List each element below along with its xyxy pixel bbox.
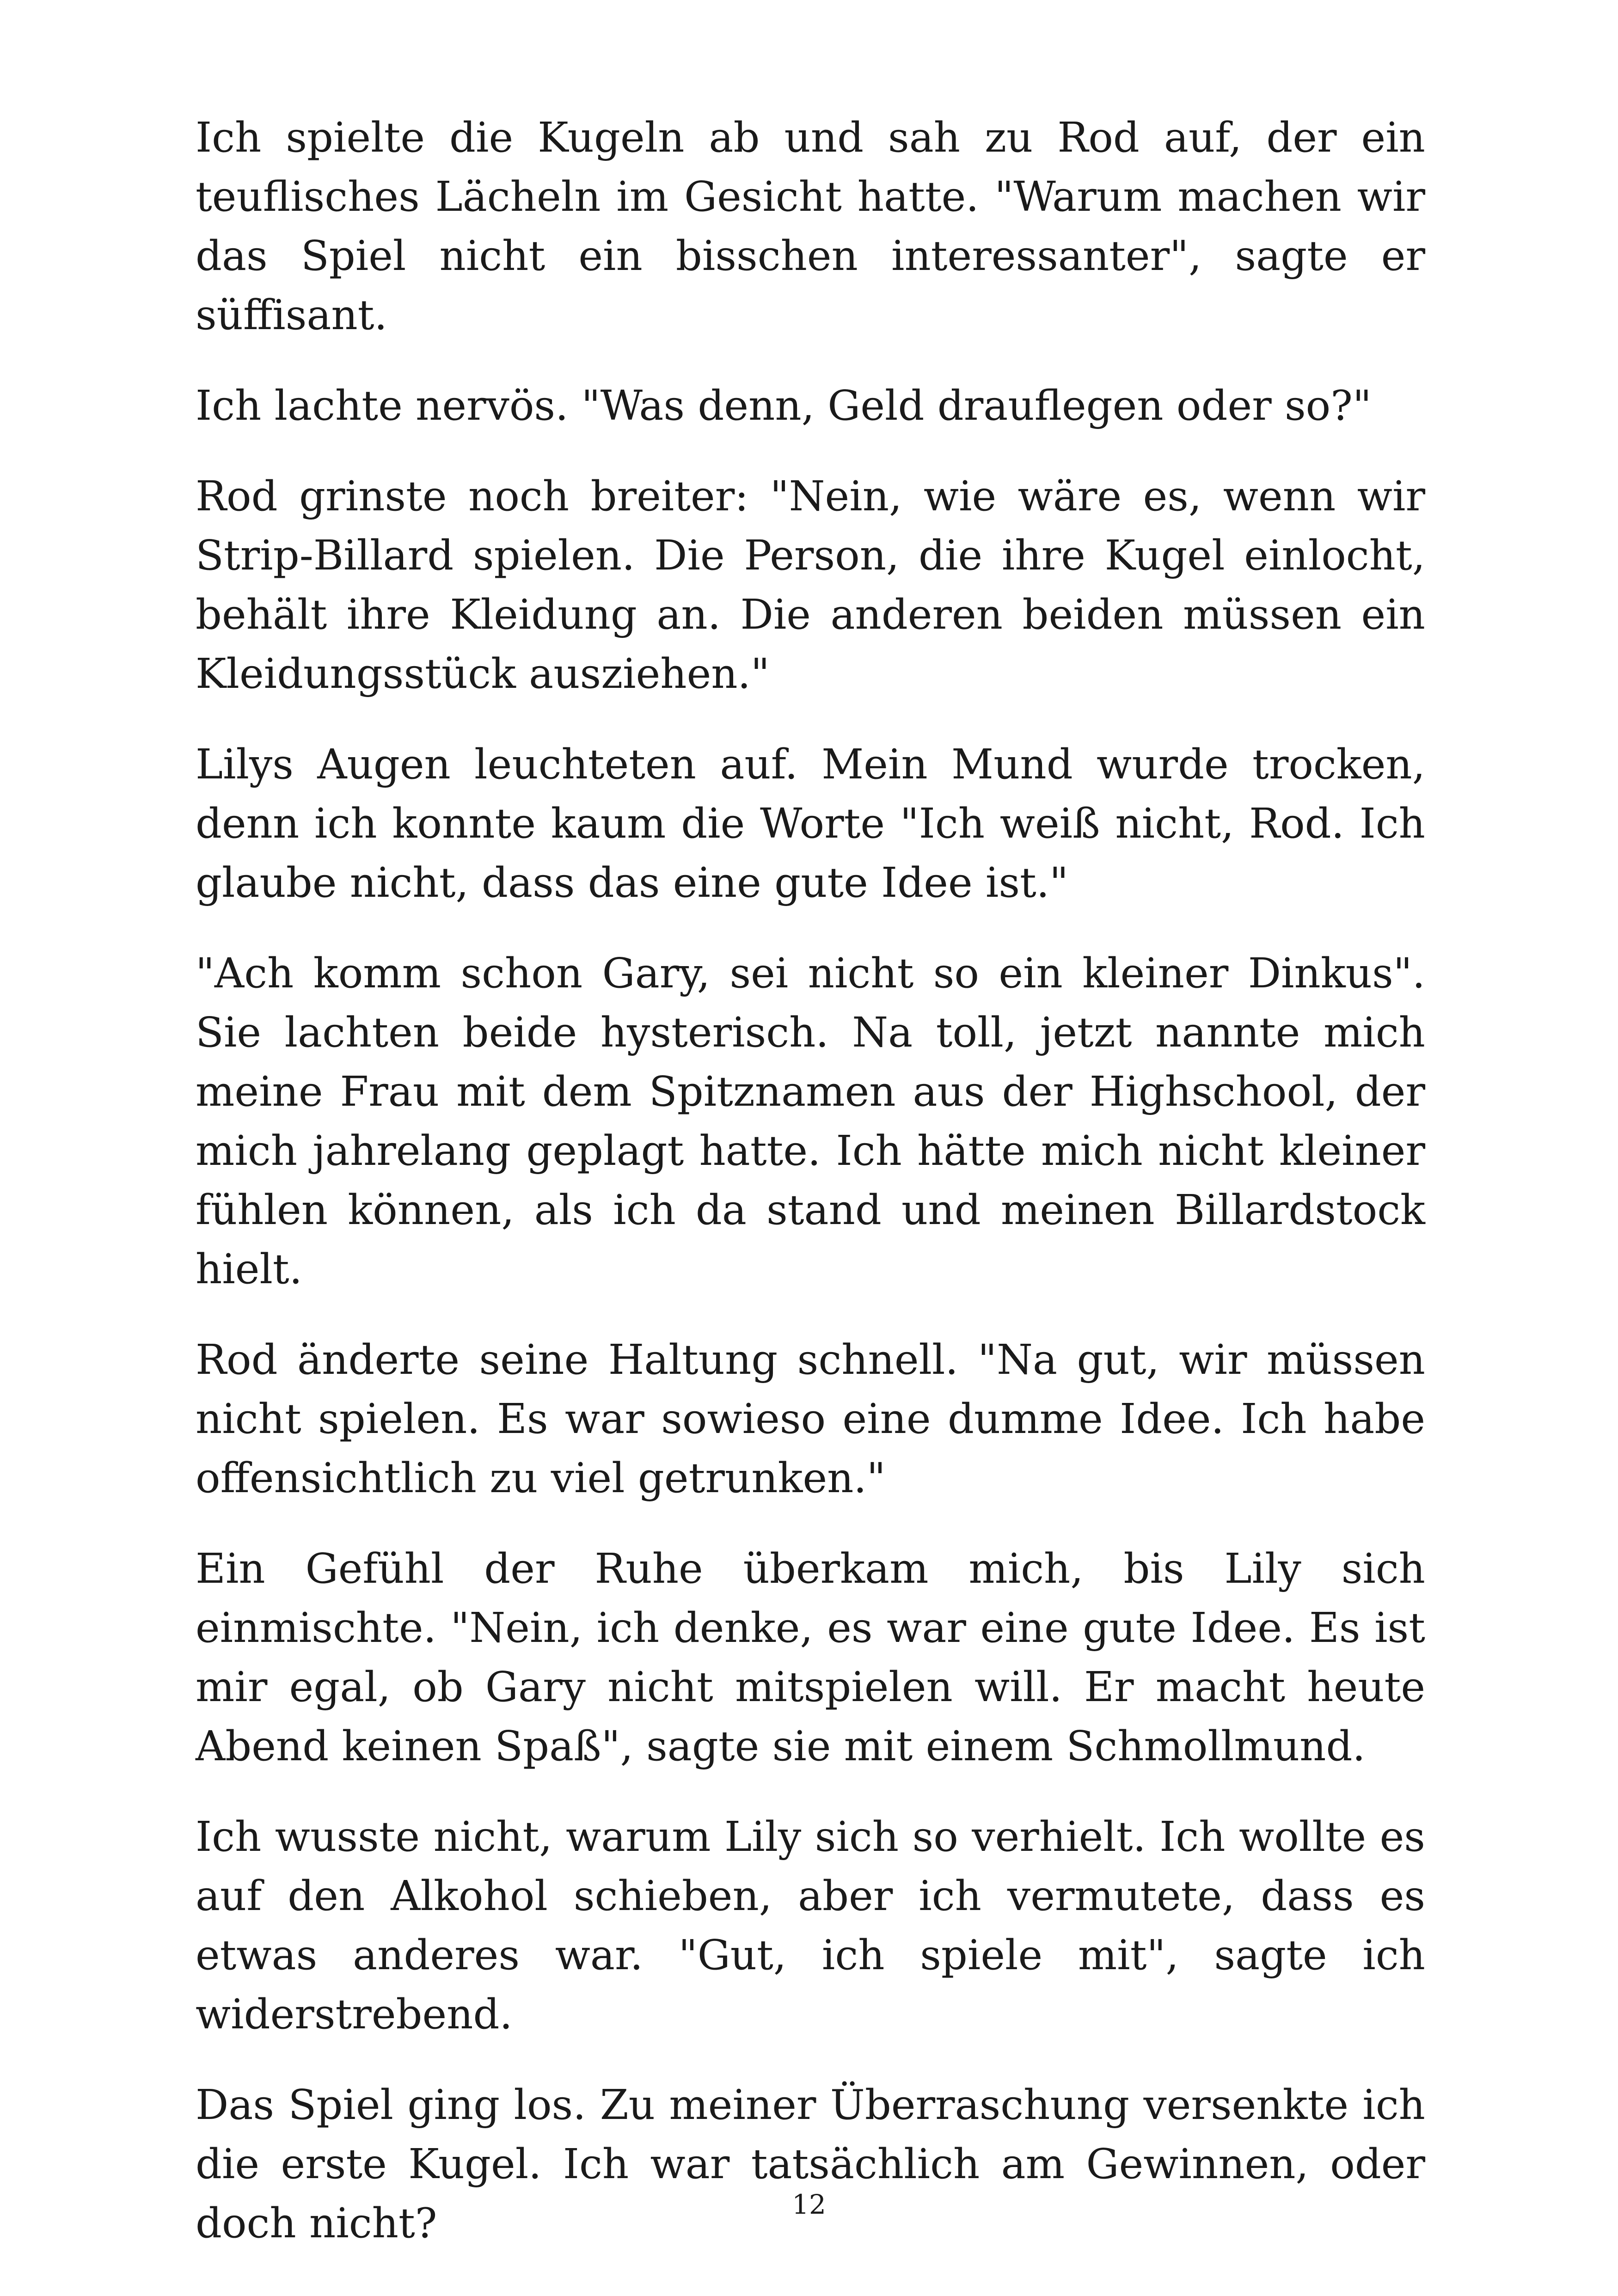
paragraph-1: Ich spielte die Kugeln ab und sah zu Rod auf, der ein teuflisches Lächeln im Gesicht hatte. "Warum machen wir das Spiel nicht ein bisschen interessanter", sagte er süffisant.: [196, 113, 1425, 339]
page-number: 12: [792, 2189, 826, 2220]
paragraph-4: Lilys Augen leuchteten auf. Mein Mund wurde trocken, denn ich konnte kaum die Worte "Ich weiß nicht, Rod. Ich glaube nicht, dass das eine gute Idee ist.": [196, 740, 1425, 906]
paragraph-8: Ich wusste nicht, warum Lily sich so verhielt. Ich wollte es auf den Alkohol schieben, aber ich vermutete, dass es etwas anderes war. "Gut, ich spiele mit", sagte ich widerstrebend.: [196, 1812, 1425, 2038]
paragraph-7: Ein Gefühl der Ruhe überkam mich, bis Lily sich einmischte. "Nein, ich denke, es war eine gute Idee. Es ist mir egal, ob Gary nicht mitspielen will. Er macht heute Abend keinen Spaß", sagte sie mit einem Schmollmund.: [196, 1544, 1425, 1770]
paragraph-5: "Ach komm schon Gary, sei nicht so ein kleiner Dinkus". Sie lachten beide hysterisch. Na toll, jetzt nannte mich meine Frau mit dem Spitznamen aus der Highschool, der mich jahrelang geplagt hatte. Ich hätte mich nicht kleiner fühlen können, als ich da stand und meinen Billardstock hielt.: [196, 949, 1425, 1293]
paragraph-3: Rod grinste noch breiter: "Nein, wie wäre es, wenn wir Strip-Billard spielen. Die Person, die ihre Kugel einlocht, behält ihre Kleidung an. Die anderen beiden müssen ein Kleidungsstück ausziehen.": [196, 472, 1425, 698]
paragraph-2: Ich lachte nervös. "Was denn, Geld drauflegen oder so?": [196, 381, 1372, 429]
paragraph-9: Das Spiel ging los. Zu meiner Überraschung versenkte ich die erste Kugel. Ich war tatsächlich am Gewinnen, oder doch nicht?: [196, 2081, 1425, 2247]
paragraph-6: Rod änderte seine Haltung schnell. "Na gut, wir müssen nicht spielen. Es war sowieso eine dumme Idee. Ich habe offensichtlich zu viel getrunken.": [196, 1335, 1425, 1502]
body-text: [196, 108, 1425, 2284]
